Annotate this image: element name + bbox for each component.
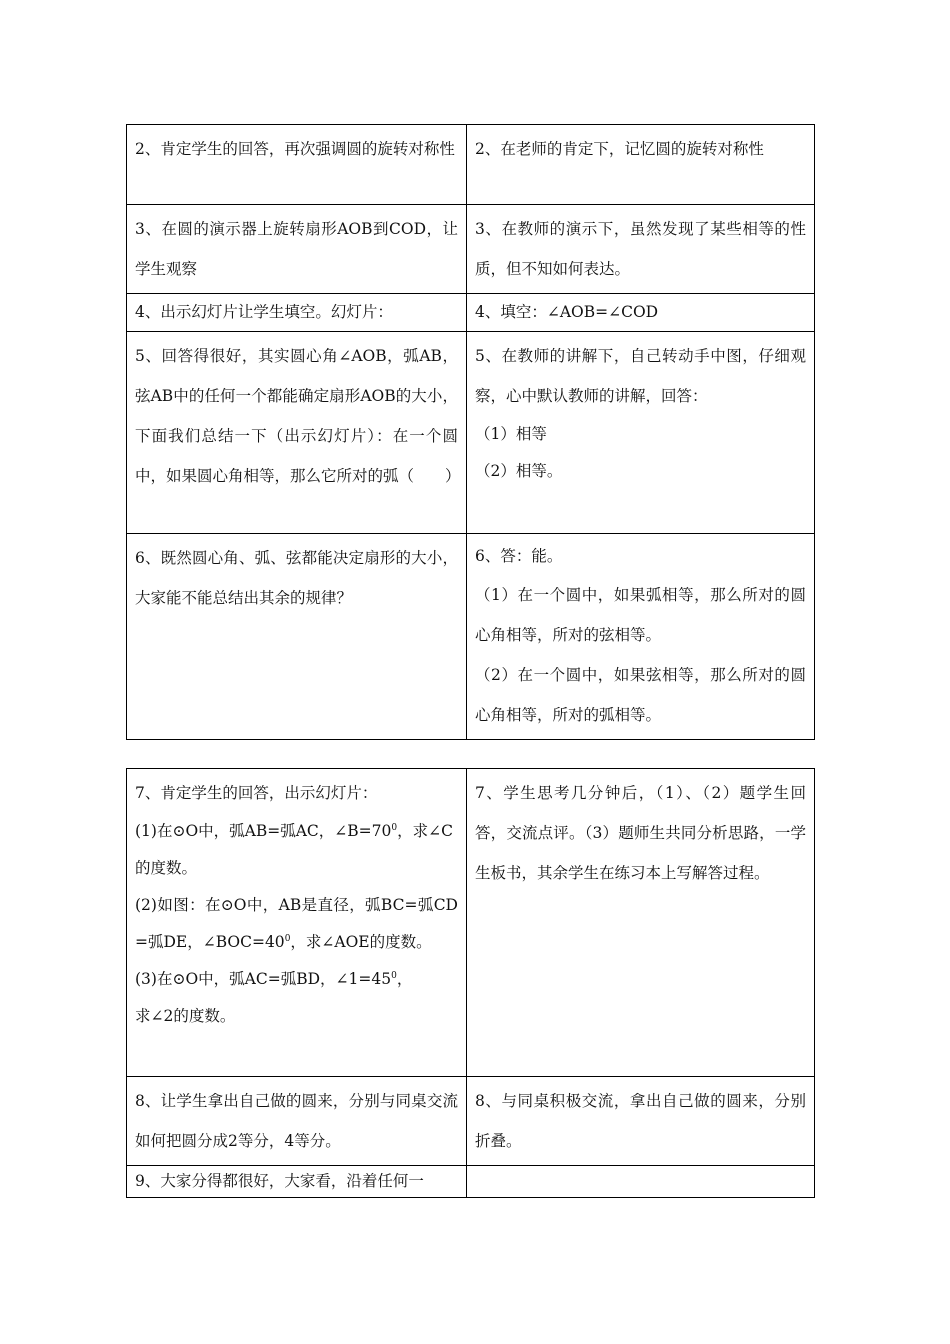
- degree-mark: 0: [391, 970, 397, 981]
- table-row: [127, 125, 815, 205]
- cell-text: 3、在圆的演示器上旋转扇形AOB到COD，让学生观察: [135, 220, 458, 278]
- teacher-cell: [127, 332, 467, 534]
- question-1: [135, 813, 458, 887]
- q1-text-end: ，求∠C的度数。: [135, 822, 453, 877]
- cell-text: 5、回答得很好，其实圆心角∠AOB，弧AB，弦AB中的任何一个都能确定扇形AOB的大小，下面我们总结一下（出示幻灯片）：在一个圆中，如果圆心角相等，那么它所对的弧（ ）: [135, 347, 461, 485]
- q1-text: (1)在⊙O中，弧AB=弧AC，∠B=70: [135, 822, 392, 840]
- student-cell: [467, 769, 815, 1077]
- q3-text: (3)在⊙O中，弧AC=弧BD，∠1=45: [135, 970, 392, 988]
- teacher-cell: [127, 1077, 467, 1166]
- cell-text: 7、肯定学生的回答，出示幻灯片：: [135, 784, 378, 802]
- student-cell: [467, 294, 815, 332]
- question-3: [135, 961, 458, 998]
- lesson-table-2: [126, 768, 815, 1198]
- table-row: [127, 205, 815, 294]
- student-cell: [467, 1166, 815, 1198]
- teacher-cell: [127, 205, 467, 294]
- cell-text: （2）相等。: [475, 462, 563, 480]
- degree-mark: 0: [391, 822, 398, 833]
- cell-text: 6、答：能。: [475, 547, 563, 565]
- lesson-table-1: [126, 124, 815, 740]
- cell-text: 4、出示幻灯片让学生填空。幻灯片：: [135, 303, 393, 321]
- cell-text: 6、既然圆心角、弧、弦都能决定扇形的大小，大家能不能总结出其余的规律？: [135, 549, 458, 607]
- table-row: [127, 332, 815, 534]
- table-row: [127, 769, 815, 1077]
- cell-text: （1）在一个圆中，如果弧相等，那么所对的圆心角相等，所对的弦相等。: [475, 586, 806, 644]
- q2-text-end: ，求∠AOE的度数。: [290, 933, 432, 951]
- teacher-cell: [127, 1166, 467, 1198]
- cell-text: 8、让学生拿出自己做的圆来，分别与同桌交流如何把圆分成2等分，4等分。: [135, 1092, 458, 1150]
- cell-text: 7、学生思考几分钟后，（1）、（2）题学生回答，交流点评。（3）题师生共同分析思路，一学生板书，其余学生在练习本上写解答过程。: [475, 784, 806, 882]
- student-cell: [467, 534, 815, 740]
- student-cell: [467, 332, 815, 534]
- teacher-cell: [127, 125, 467, 205]
- cell-text: （2）在一个圆中，如果弦相等，那么所对的圆心角相等，所对的弧相等。: [475, 666, 806, 724]
- teacher-cell: [127, 294, 467, 332]
- table-row: [127, 534, 815, 740]
- table-row: [127, 1077, 815, 1166]
- q2-text: (2)如图：在⊙O中，AB是直径，弧BC=弧CD=弧DE，∠BOC=40: [135, 896, 458, 951]
- question-2: [135, 887, 458, 961]
- cell-text: 2、肯定学生的回答，再次强调圆的旋转对称性: [135, 140, 455, 158]
- cell-text: （1）相等: [475, 425, 547, 443]
- table-row: [127, 294, 815, 332]
- cell-text: 8、与同桌积极交流，拿出自己做的圆来，分别折叠。: [475, 1092, 806, 1150]
- cell-text: 3、在教师的演示下，虽然发现了某些相等的性质，但不知如何表达。: [475, 220, 806, 278]
- cell-text: 5、在教师的讲解下，自己转动手中图，仔细观察，心中默认教师的讲解，回答：: [475, 347, 806, 405]
- q3-text-end: ，: [396, 970, 413, 988]
- degree-mark: 0: [284, 933, 291, 944]
- student-cell: [467, 1077, 815, 1166]
- cell-text: 4、填空：∠AOB=∠COD: [475, 303, 659, 321]
- cell-text: 2、在老师的肯定下，记忆圆的旋转对称性: [475, 140, 764, 158]
- question-3-ask: 求∠2的度数。: [135, 1007, 236, 1025]
- student-cell: [467, 125, 815, 205]
- table-row: [127, 1166, 815, 1198]
- student-cell: [467, 205, 815, 294]
- teacher-cell: [127, 769, 467, 1077]
- teacher-cell: [127, 534, 467, 740]
- cell-text: 9、大家分得都很好，大家看，沿着任何一: [135, 1172, 424, 1190]
